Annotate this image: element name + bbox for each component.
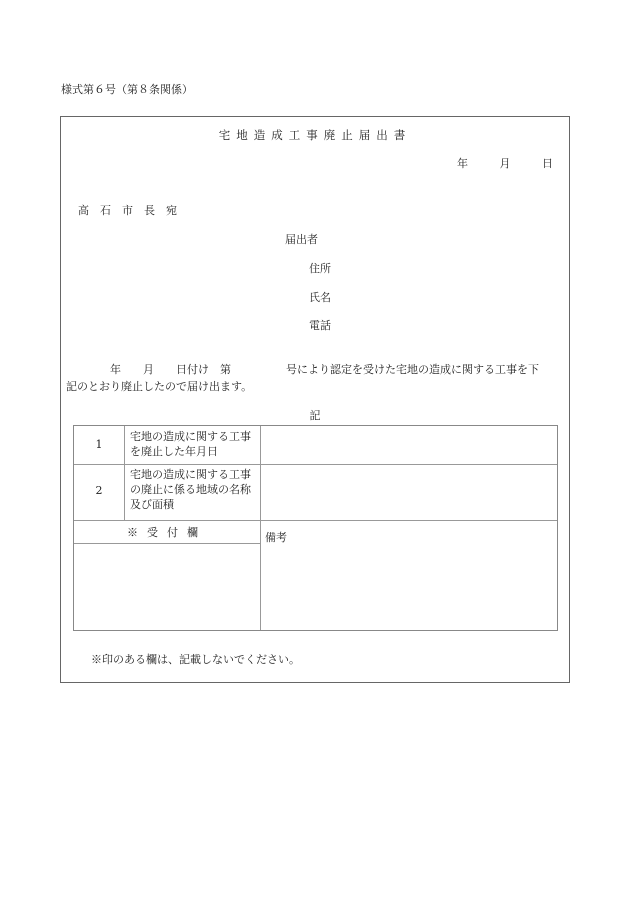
form-title: 宅地造成工事廃止届出書 [218,128,412,142]
body-text-line-2: 記のとおり廃止したので届け出ます。 [66,380,253,393]
addressee: 高石市長宛 [78,204,188,217]
ki-label: 記 [309,409,321,422]
row-value-field[interactable] [261,465,557,520]
row-divider [74,520,557,521]
receipt-box [74,544,260,630]
row-label: 宅地の造成に関する工事の廃止に係る地域の名称及び面積 [130,468,251,511]
form-frame [60,116,570,683]
name-label: 氏名 [309,291,331,304]
applicant-heading: 届出者 [285,233,318,246]
form-number: 様式第６号（第８条関係） [61,83,193,96]
address-label: 住所 [309,262,331,275]
row-label: 宅地の造成に関する工事を廃止した年月日 [130,430,251,458]
note-text: ※印のある欄は、記載しないでください。 [91,653,300,666]
body-text-line-1: 年 月 日付け 第 号により認定を受けた宅地の造成に関する工事を下 [66,363,539,376]
remarks-label: 備考 [265,531,287,544]
column-divider [124,426,125,520]
body-text [66,361,563,395]
details-table [73,425,558,631]
row-number: 2 [95,484,103,497]
date-line: 年 月 日 [457,157,553,170]
row-value-field[interactable] [261,426,557,464]
receipt-header: ※受付欄 [127,526,207,539]
row-number: 1 [95,438,103,451]
phone-label: 電話 [309,319,331,332]
